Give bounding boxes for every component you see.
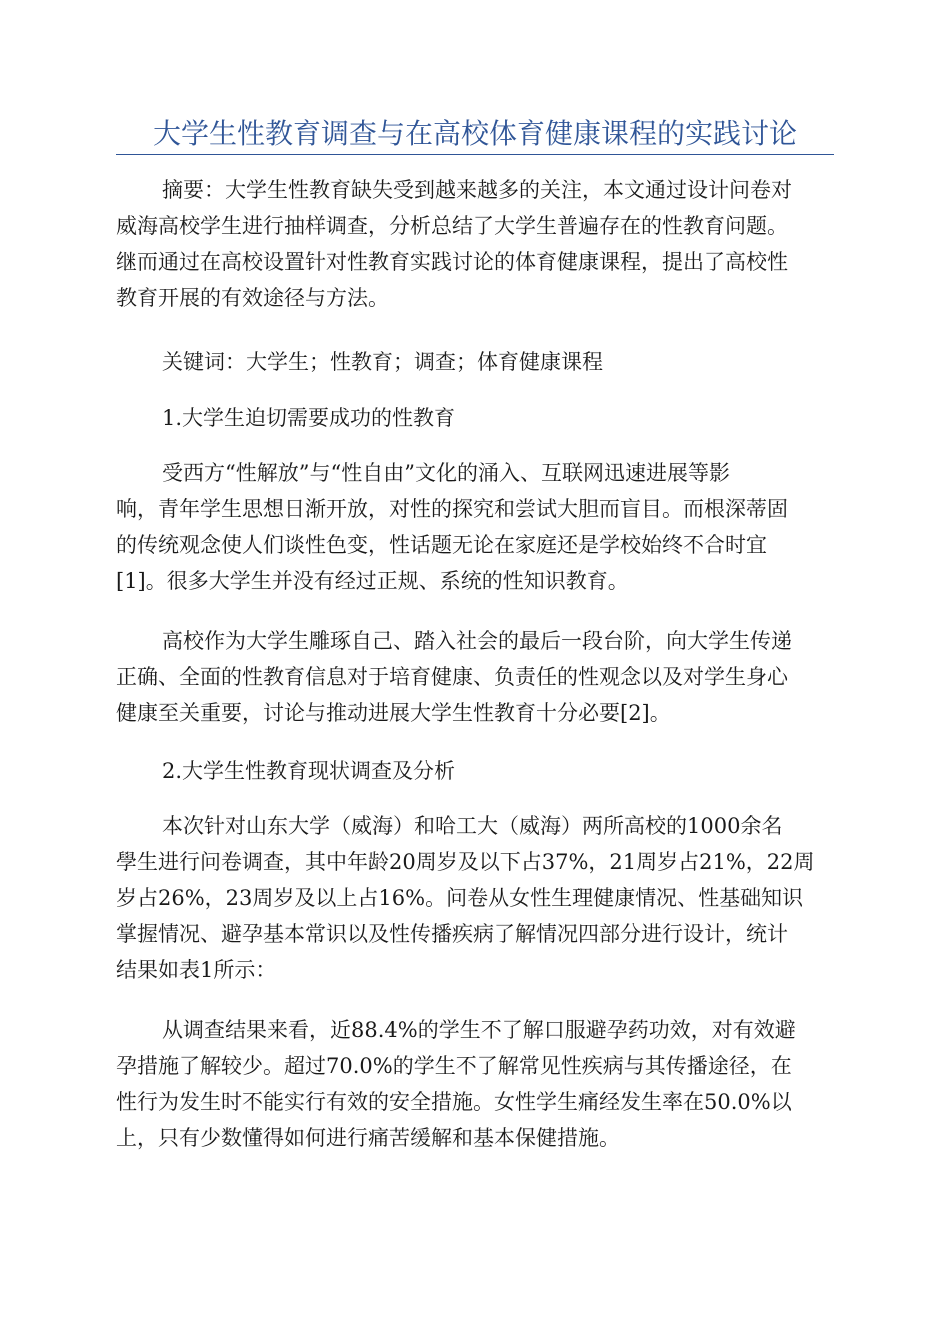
body-paragraph-1 — [116, 455, 834, 599]
body-line: [1]。很多大学生并没有经过正规、系统的性知识教育。 — [116, 569, 629, 593]
abstract-line: 威海高校学生进行抽样调查，分析总结了大学生普遍存在的性教育问题。 — [116, 214, 788, 238]
keywords-line: 关键词：大学生；性教育；调查；体育健康课程 — [162, 350, 603, 374]
title-underline — [116, 154, 834, 155]
abstract-line: 继而通过在高校设置针对性教育实践讨论的体育健康课程，提出了高校性 — [116, 250, 788, 274]
body-line: 响，青年学生思想日渐开放，对性的探究和尝试大胆而盲目。而根深蒂固 — [116, 497, 788, 521]
section-heading-1 — [116, 400, 834, 436]
body-line: 掌握情况、避孕基本常识以及性传播疾病了解情况四部分进行设计，统计 — [116, 922, 788, 946]
section-heading: 1.大学生迫切需要成功的性教育 — [162, 406, 456, 430]
abstract-line: 教育开展的有效途径与方法。 — [116, 286, 389, 310]
body-paragraph-2 — [116, 623, 834, 731]
document-title: 大学生性教育调查与在高校体育健康课程的实践讨论 — [152, 117, 797, 150]
body-line: 结果如表1所示： — [116, 958, 277, 982]
body-line: 受西方“性解放”与“性自由”文化的涌入、互联网迅速进展等影 — [162, 461, 730, 485]
body-line: 性行为发生时不能实行有效的安全措施。女性学生痛经发生率在50.0%以 — [116, 1090, 792, 1114]
body-line: 本次针对山东大学（威海）和哈工大（威海）两所高校的1000余名 — [162, 814, 783, 838]
keywords-paragraph — [116, 344, 834, 380]
abstract-line: 摘要：大学生性教育缺失受到越来越多的关注，本文通过设计问卷对 — [162, 178, 792, 202]
body-line: 正确、全面的性教育信息对于培育健康、负责任的性观念以及对学生身心 — [116, 665, 788, 689]
section-heading: 2.大学生性教育现状调查及分析 — [162, 759, 456, 783]
body-paragraph-4 — [116, 1012, 834, 1156]
body-line: 學生进行问卷调查，其中年龄20周岁及以下占37%，21周岁占21%，22周 — [116, 850, 815, 874]
body-line: 健康至关重要，讨论与推动进展大学生性教育十分必要[2]。 — [116, 701, 671, 725]
body-line: 上，只有少数懂得如何进行痛苦缓解和基本保健措施。 — [116, 1126, 620, 1150]
body-line: 高校作为大学生雕琢自己、踏入社会的最后一段台阶，向大学生传递 — [162, 629, 792, 653]
body-line: 从调查结果来看，近88.4%的学生不了解口服避孕药功效，对有效避 — [162, 1018, 796, 1042]
section-heading-2 — [116, 753, 834, 789]
body-line: 孕措施了解较少。超过70.0%的学生不了解常见性疾病与其传播途径，在 — [116, 1054, 792, 1078]
body-line: 的传统观念使人们谈性色变，性话题无论在家庭还是学校始终不合时宜 — [116, 533, 767, 557]
body-line: 岁占26%，23周岁及以上占16%。问卷从女性生理健康情况、性基础知识 — [116, 886, 804, 910]
body-paragraph-3 — [116, 808, 834, 988]
abstract-paragraph — [116, 172, 834, 316]
